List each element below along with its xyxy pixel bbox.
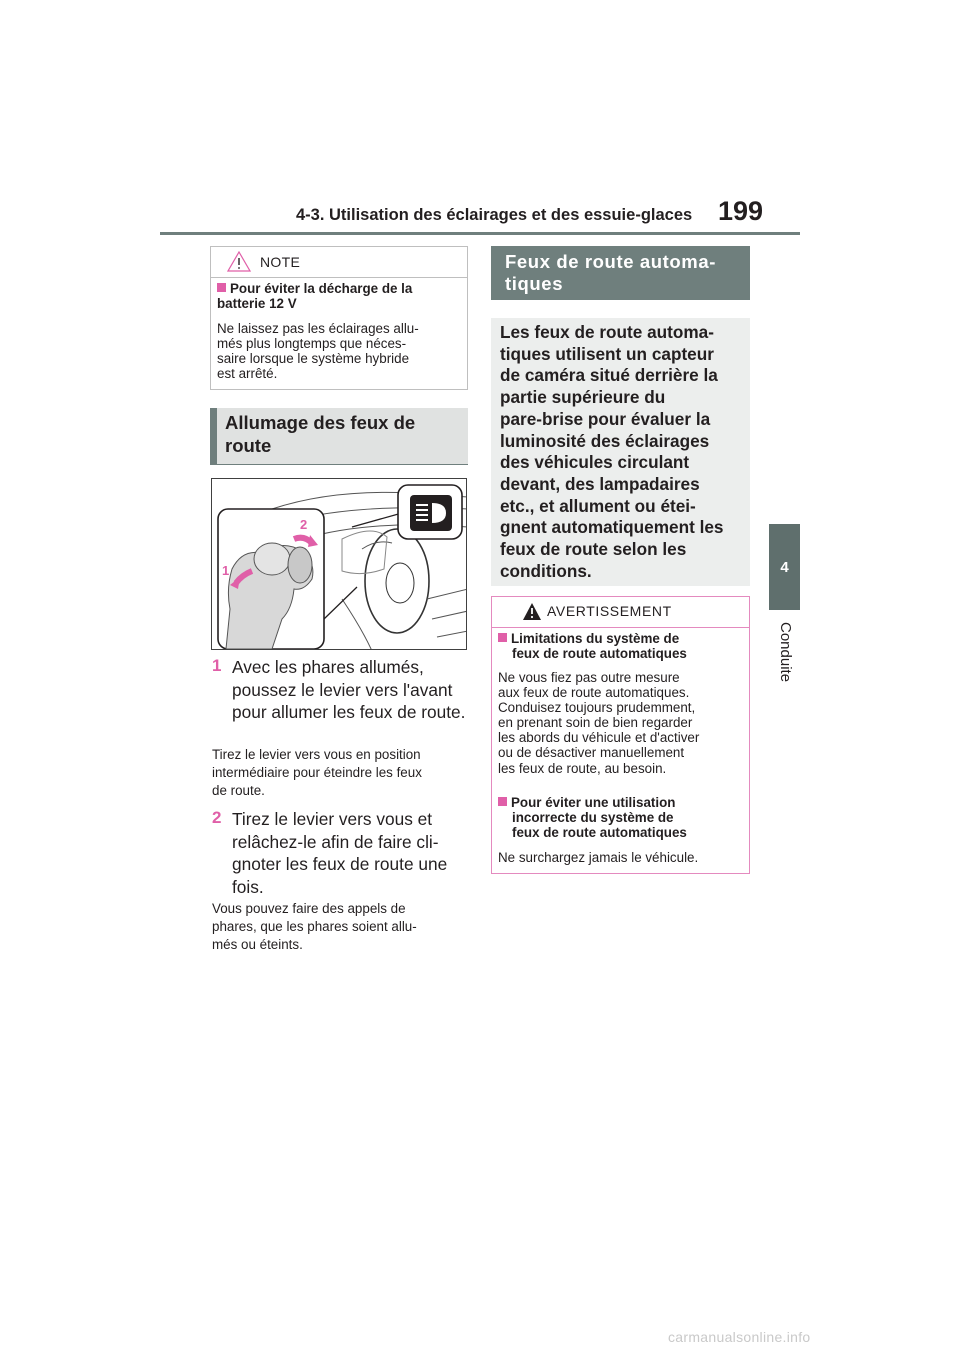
intro-box: [491, 318, 750, 586]
bullet-square-icon: [498, 633, 507, 642]
note-subtitle: [217, 281, 461, 311]
step-1: [212, 656, 468, 746]
page-number: 199: [718, 196, 764, 226]
intro-text: Les feux de route automa- tiques utilisent un capteur de caméra situé derrière la partie supérieure du pare-brise pour évaluer la luminosité des éclairages des véhicules circulant devant, des lampadaires etc., et allument ou étei- gnent automatiquement les feux de route selon les conditions.: [500, 322, 724, 581]
lever-illustration: [211, 478, 467, 650]
footer-watermark: carmanualsonline.info: [668, 1329, 811, 1345]
chapter-label: [760, 622, 810, 702]
section-heading-auto-high-beam: [491, 246, 750, 300]
warning-subtitle-1: [498, 631, 738, 661]
chapter-label-text: Conduite: [777, 622, 794, 683]
note-subtitle-text: Pour éviter la décharge de la batterie 12 V: [217, 281, 413, 311]
warning-subtitle-2: [498, 795, 738, 840]
warning-header: [492, 597, 749, 628]
caution-triangle-icon: [227, 251, 251, 272]
warning-body-1: Ne vous fiez pas outre mesure aux feux de route automatiques. Conduisez toujours prudemment, en prenant soin de bien regarder les abords du véhicule et d'activer ou de désactiver manuellement les feux de route, au besoin.: [498, 670, 700, 776]
note-box: [210, 246, 468, 390]
chapter-tab: 4: [769, 524, 800, 610]
step-text: Avec les phares allumés, poussez le levier vers l'avant pour allumer les feux de route.: [232, 657, 466, 722]
bullet-square-icon: [217, 283, 226, 292]
step-text: Tirez le levier vers vous et relâchez-le afin de faire cli-gnoter les feux de route une fois.: [232, 809, 448, 897]
step-2: [212, 808, 468, 898]
step-2-note: Vous pouvez faire des appels de phares, que les phares soient allu- més ou éteints.: [212, 901, 417, 952]
warning-subtitle-text: Limitations du système de feux de route automatiques: [511, 631, 687, 661]
header-rule: [160, 232, 800, 235]
step-1-note: Tirez le levier vers vous en position intermédiaire pour éteindre les feux de route.: [212, 747, 422, 798]
bullet-square-icon: [498, 797, 507, 806]
note-body: Ne laissez pas les éclairages allu- més plus longtemps que néces- saire lorsque le système hybride est arrêté.: [217, 321, 419, 381]
warning-label: AVERTISSEMENT: [547, 603, 672, 619]
warning-body-2: Ne surchargez jamais le véhicule.: [498, 850, 699, 865]
warning-triangle-icon: [522, 602, 542, 621]
step-number: 2: [212, 808, 222, 827]
step-number: 1: [212, 656, 222, 675]
warning-subtitle-text: Pour éviter une utilisation incorrecte du système de feux de route automatiques: [511, 795, 687, 840]
header-title: 4-3. Utilisation des éclairages et des essuie-glaces: [296, 206, 693, 224]
dashboard-lever-drawing: [212, 479, 467, 650]
section-heading-text: Allumage des feux de route: [225, 412, 416, 456]
callout-2: 2: [300, 517, 308, 532]
callout-1: 1: [222, 563, 230, 578]
note-label: NOTE: [260, 254, 301, 270]
note-header: [211, 247, 467, 278]
heading-accent: [210, 408, 217, 464]
section-heading-high-beam: [210, 408, 468, 465]
warning-box: [491, 596, 750, 874]
section-heading-text: Feux de route automa- tiques: [505, 251, 716, 294]
